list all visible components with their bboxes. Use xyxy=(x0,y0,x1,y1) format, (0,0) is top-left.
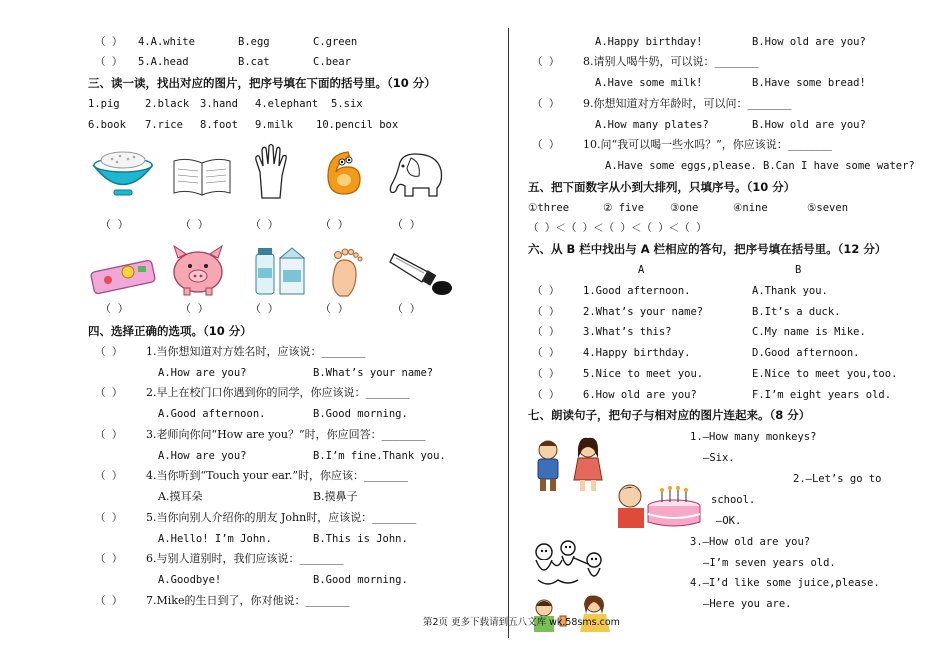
num-seven: ⑤seven xyxy=(807,202,849,214)
pic-blank-4[interactable]: （ ） xyxy=(320,218,349,231)
section-5-title: 五、把下面数字从小到大排列，只填序号。（10 分） xyxy=(528,180,796,194)
q9-paren[interactable]: （ ） xyxy=(532,98,560,110)
word-book: 6.book xyxy=(88,119,126,131)
q7-b: B.How old are you? xyxy=(752,36,866,48)
pig-icon xyxy=(170,244,226,296)
q1-paren[interactable]: （ ） xyxy=(95,346,123,358)
item-5-paren[interactable]: （ ） xyxy=(95,56,123,68)
q7-a: A.Happy birthday! xyxy=(595,36,703,48)
sentence-2-q: 2.—Let’s go to xyxy=(793,473,882,485)
pic-blank-8[interactable]: （ ） xyxy=(250,302,279,315)
word-pencil-box: 10.pencil box xyxy=(316,119,399,131)
section-7-title: 七、朗读句子，把句子与相对应的图片连起来。（8 分） xyxy=(528,408,811,422)
section-4-title: 四、选择正确的选项。（10 分） xyxy=(88,324,252,338)
section-6-title: 六、从 B 栏中找出与 A 栏相应的答句，把序号填在括号里。（12 分） xyxy=(528,242,887,256)
q8-paren[interactable]: （ ） xyxy=(532,56,560,68)
match-1-b: A.Thank you. xyxy=(752,285,828,297)
num-three: ①three xyxy=(528,202,570,214)
match-2-paren[interactable]: （ ） xyxy=(532,306,560,318)
match-6-b: F.I’m eight years old. xyxy=(752,389,892,401)
match-3-b: C.My name is Mike. xyxy=(752,326,866,338)
match-2-b: B.It’s a duck. xyxy=(752,306,841,318)
match-2-a: 2.What’s your name? xyxy=(583,306,704,318)
match-1-a: 1.Good afternoon. xyxy=(583,285,691,297)
column-a-header: A xyxy=(638,264,645,276)
q4-a: A.摸耳朵 xyxy=(158,490,203,503)
q6-a: A.Goodbye! xyxy=(158,574,222,586)
match-4-b: D.Good afternoon. xyxy=(752,347,860,359)
item-5-b: B.cat xyxy=(238,56,270,68)
q4-text: 4.当你听到“Touch your ear.”时，你应该：________ xyxy=(146,469,408,482)
q3-text: 3.老师向你问“How are you？”时，你应回答：________ xyxy=(146,428,426,441)
milk-icon xyxy=(252,246,308,296)
q2-paren[interactable]: （ ） xyxy=(95,387,123,399)
sentence-2-q-cont: school. xyxy=(711,494,756,506)
match-5-a: 5.Nice to meet you. xyxy=(583,368,704,380)
word-rice: 7.rice xyxy=(145,119,183,131)
sentence-2-a: —OK. xyxy=(716,515,742,527)
q5-paren[interactable]: （ ） xyxy=(95,512,123,524)
rice-bowl-icon xyxy=(92,148,154,198)
foot-icon xyxy=(326,246,370,298)
q6-paren[interactable]: （ ） xyxy=(95,553,123,565)
pic-blank-3[interactable]: （ ） xyxy=(250,218,279,231)
q4-paren[interactable]: （ ） xyxy=(95,470,123,482)
pic-blank-6[interactable]: （ ） xyxy=(100,302,129,315)
q5-b: B.This is John. xyxy=(313,533,408,545)
q9-text: 9.你想知道对方年龄时，可以问：________ xyxy=(583,97,792,110)
match-6-paren[interactable]: （ ） xyxy=(532,389,560,401)
match-1-paren[interactable]: （ ） xyxy=(532,285,560,297)
pic-blank-2[interactable]: （ ） xyxy=(180,218,209,231)
q5-a: A.Hello! I’m John. xyxy=(158,533,272,545)
hand-icon xyxy=(250,142,294,200)
birthday-cake-icon xyxy=(614,478,704,530)
sentence-3-a: —I’m seven years old. xyxy=(703,557,836,569)
item-5-a: 5.A.head xyxy=(138,56,189,68)
pic-blank-7[interactable]: （ ） xyxy=(180,302,209,315)
column-divider xyxy=(508,28,509,638)
num-five: ② five xyxy=(603,202,645,214)
q1-text: 1.当你想知道对方姓名时，应该说：________ xyxy=(146,345,366,358)
pic-blank-9[interactable]: （ ） xyxy=(320,302,349,315)
word-hand: 3.hand xyxy=(200,98,238,110)
word-milk: 9.milk xyxy=(255,119,293,131)
black-paint-tube-icon xyxy=(388,248,454,298)
q5-text: 5.当你向别人介绍你的朋友 John时，应该说：________ xyxy=(146,511,417,524)
sentence-1-q: 1.—How many monkeys? xyxy=(690,431,817,443)
q1-a: A.How are you? xyxy=(158,367,247,379)
word-foot: 8.foot xyxy=(200,119,238,131)
q3-paren[interactable]: （ ） xyxy=(95,429,123,441)
q2-b: B.Good morning. xyxy=(313,408,408,420)
q6-b: B.Good morning. xyxy=(313,574,408,586)
pic-blank-5[interactable]: （ ） xyxy=(392,218,421,231)
word-pig: 1.pig xyxy=(88,98,120,110)
match-4-paren[interactable]: （ ） xyxy=(532,347,560,359)
match-3-a: 3.What’s this? xyxy=(583,326,672,338)
page-footer: 第2页 更多下载请到五八文库 wk.58sms.com xyxy=(423,617,620,628)
item-4-b: B.egg xyxy=(238,36,270,48)
q3-a: A.How are you? xyxy=(158,450,247,462)
match-5-b: E.Nice to meet you,too. xyxy=(752,368,898,380)
q2-text: 2.早上在校门口你遇到你的同学，你应该说：________ xyxy=(146,386,410,399)
q8-b: B.Have some bread! xyxy=(752,77,866,89)
match-6-a: 6.How old are you? xyxy=(583,389,697,401)
match-5-paren[interactable]: （ ） xyxy=(532,368,560,380)
sentence-4-a: —Here you are. xyxy=(703,598,792,610)
book-icon xyxy=(172,155,232,197)
match-4-a: 4.Happy birthday. xyxy=(583,347,691,359)
two-children-icon xyxy=(528,436,610,494)
monkeys-icon xyxy=(528,540,610,590)
item-4-c: C.green xyxy=(313,36,358,48)
sentence-3-q: 3.—How old are you? xyxy=(690,536,811,548)
sentence-4-q: 4.—I’d like some juice,please. xyxy=(690,577,880,589)
item-4-paren[interactable]: （ ） xyxy=(95,36,123,48)
q8-text: 8.请别人喝牛奶，可以说：________ xyxy=(583,55,759,68)
q10-paren[interactable]: （ ） xyxy=(532,139,560,151)
item-4-a: 4.A.white xyxy=(138,36,195,48)
q9-b: B.How old are you? xyxy=(752,119,866,131)
num-nine: ④nine xyxy=(733,202,768,214)
q9-a: A.How many plates? xyxy=(595,119,709,131)
section-3-title: 三、读一读，找出对应的图片，把序号填在下面的括号里。（10 分） xyxy=(88,76,436,90)
q6-text: 6.与别人道别时，我们应该说：________ xyxy=(146,552,344,565)
pic-blank-1[interactable]: （ ） xyxy=(100,218,129,231)
word-black: 2.black xyxy=(145,98,190,110)
q1-b: B.What’s your name? xyxy=(313,367,434,379)
word-six: 5.six xyxy=(331,98,363,110)
column-b-header: B xyxy=(795,264,802,276)
num-one: ③one xyxy=(670,202,699,214)
pencil-box-icon xyxy=(88,252,158,298)
order-blanks[interactable]: （ ）＜（ ）＜（ ）＜（ ）＜（ ） xyxy=(528,222,707,234)
q7-text: 7.Mike的生日到了，你对他说：________ xyxy=(146,594,350,607)
number-six-icon xyxy=(318,146,366,198)
q10-text: 10.问“我可以喝一些水吗？”，你应该说：________ xyxy=(583,138,832,151)
word-elephant: 4.elephant xyxy=(255,98,319,110)
pic-blank-10[interactable]: （ ） xyxy=(392,302,421,315)
q2-a: A.Good afternoon. xyxy=(158,408,266,420)
q3-b: B.I’m fine.Thank you. xyxy=(313,450,446,462)
elephant-icon xyxy=(385,148,447,200)
match-3-paren[interactable]: （ ） xyxy=(532,326,560,338)
sentence-1-a: —Six. xyxy=(703,452,735,464)
q7-paren[interactable]: （ ） xyxy=(95,595,123,607)
item-5-c: C.bear xyxy=(313,56,351,68)
q10-options: A.Have some eggs,please. B.Can I have some water? xyxy=(605,160,915,172)
q4-b: B.摸鼻子 xyxy=(313,490,358,503)
q8-a: A.Have some milk! xyxy=(595,77,703,89)
